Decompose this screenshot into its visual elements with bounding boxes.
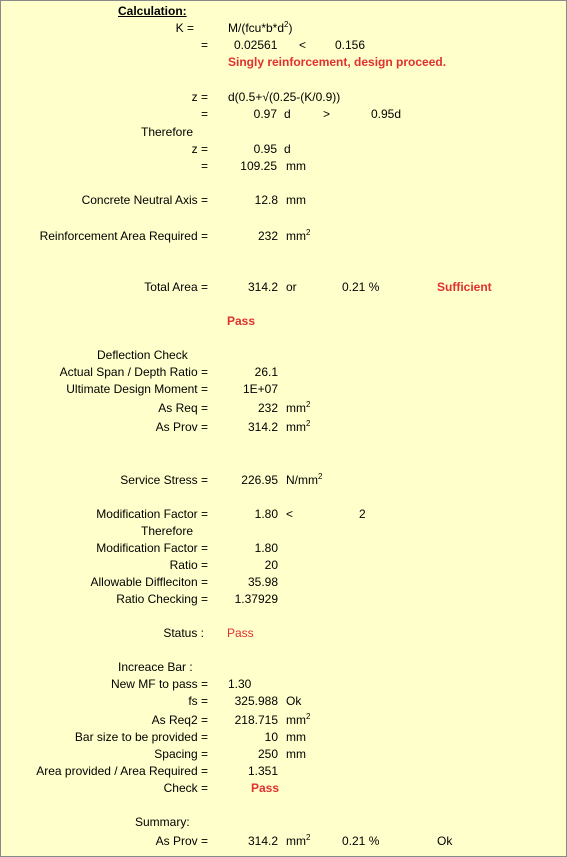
neutral-axis-value: 12.8 (254, 193, 278, 207)
modification-factor-label: Modification Factor = (96, 507, 208, 521)
z-coef: 0.97 (253, 107, 277, 121)
service-stress-value: 226.95 (241, 473, 278, 487)
design-moment-value: 1E+07 (242, 382, 278, 396)
k-value: 0.02561 (234, 38, 278, 52)
service-stress-unit: $N/mm^2$ (286, 472, 323, 487)
summary-heading: Summary: (135, 815, 190, 829)
as-req-label: As Req = (158, 401, 208, 415)
modification-factor-less-than: < (286, 507, 294, 521)
allowable-deflection-value: 35.98 (247, 575, 278, 589)
k-less-than: < (299, 38, 307, 52)
spacing-label: Spacing = (154, 747, 208, 761)
k-eq: = (200, 38, 208, 52)
total-area-label: Total Area = (144, 280, 208, 294)
k-formula: $M/(fcu*b*d^2)$ (228, 20, 293, 35)
modification-factor-value: 1.80 (254, 507, 278, 521)
reinforcement-area-value: 232 (257, 229, 278, 243)
calculation-heading: Calculation: (118, 4, 187, 18)
total-area-pass: Pass (227, 314, 256, 328)
span-depth-label: Actual Span / Depth Ratio = (59, 365, 208, 379)
reinforcement-area-label: Reinforcement Area Required = (39, 229, 208, 243)
design-moment-label: Ultimate Design Moment = (66, 382, 208, 396)
as-req-value: 232 (257, 401, 278, 415)
summary-as-prov-label: As Prov = (155, 834, 208, 848)
z-limit: 0.95d (371, 107, 402, 121)
z-value: 109.25 (240, 159, 277, 173)
total-area-value: 314.2 (247, 280, 278, 294)
z-label-2: z = (191, 142, 208, 156)
bar-size-label: Bar size to be provided = (74, 730, 208, 744)
total-area-status: Sufficient (437, 280, 492, 294)
fs-status: Ok (286, 694, 302, 708)
z-adopted-unit: d (284, 142, 291, 156)
modification-factor-limit: 2 (359, 507, 366, 521)
total-area-or: or (286, 280, 297, 294)
neutral-axis-label: Concrete Neutral Axis = (81, 193, 208, 207)
z-coef-unit: d (284, 107, 291, 121)
fs-value: 325.988 (234, 694, 278, 708)
as-prov-unit: $mm^2$ (286, 419, 311, 434)
ratio-label: Ratio = (169, 558, 208, 572)
as-prov-value: 314.2 (247, 420, 278, 434)
spacing-unit: mm (286, 747, 306, 761)
increase-bar-label: Increace Bar : (118, 660, 193, 674)
z-eq: = (200, 107, 208, 121)
check-label: Check = (163, 781, 208, 795)
summary-status: Ok (437, 834, 453, 848)
as-req2-unit: $mm^2$ (286, 712, 311, 727)
ratio-checking-value: 1.37929 (234, 592, 278, 606)
as-req2-value: 218.715 (234, 713, 278, 727)
z-adopted-coef: 0.95 (253, 142, 277, 156)
z-formula: d(0.5+√(0.25-(K/0.9)) (228, 90, 341, 104)
check-value: Pass (251, 781, 280, 795)
k-limit: 0.156 (335, 38, 366, 52)
modification-factor-label-2: Modification Factor = (96, 541, 208, 555)
status-value: Pass (227, 626, 254, 640)
service-stress-label: Service Stress = (120, 473, 208, 487)
z-value-unit: mm (286, 159, 306, 173)
ratio-checking-label: Ratio Checking = (116, 592, 208, 606)
deflection-check-heading: Deflection Check (97, 348, 188, 362)
therefore-label-2: Therefore (141, 524, 194, 538)
summary-as-prov-value: 314.2 (247, 834, 278, 848)
neutral-axis-unit: mm (286, 193, 306, 207)
status-label: Status : (163, 626, 204, 640)
new-mf-label: New MF to pass = (110, 677, 208, 691)
k-label: K = (175, 21, 194, 35)
fs-label: fs = (188, 694, 208, 708)
as-req2-label: As Req2 = (151, 713, 208, 727)
new-mf-value: 1.30 (228, 677, 252, 691)
summary-percent: 0.21 % (342, 834, 380, 848)
allowable-deflection-label: Allowable Diffleciton = (90, 575, 208, 589)
therefore-label-1: Therefore (141, 125, 194, 139)
bar-size-value: 10 (264, 730, 278, 744)
reinforcement-area-unit: $mm^2$ (286, 228, 311, 243)
z-label: z = (191, 90, 208, 104)
area-ratio-label: Area provided / Area Required = (36, 764, 208, 778)
span-depth-value: 26.1 (254, 365, 278, 379)
bar-size-unit: mm (286, 730, 306, 744)
total-area-percent: 0.21 % (342, 280, 380, 294)
ratio-value: 20 (264, 558, 278, 572)
as-prov-label: As Prov = (155, 420, 208, 434)
z-greater-than: > (323, 107, 331, 121)
k-result-note: Singly reinforcement, design proceed. (228, 55, 447, 69)
z-eq-2: = (200, 159, 208, 173)
summary-as-prov-unit: $mm^2$ (286, 833, 311, 848)
as-req-unit: $mm^2$ (286, 400, 311, 415)
area-ratio-value: 1.351 (247, 764, 278, 778)
spacing-value: 250 (257, 747, 278, 761)
modification-factor-adopted: 1.80 (254, 541, 278, 555)
